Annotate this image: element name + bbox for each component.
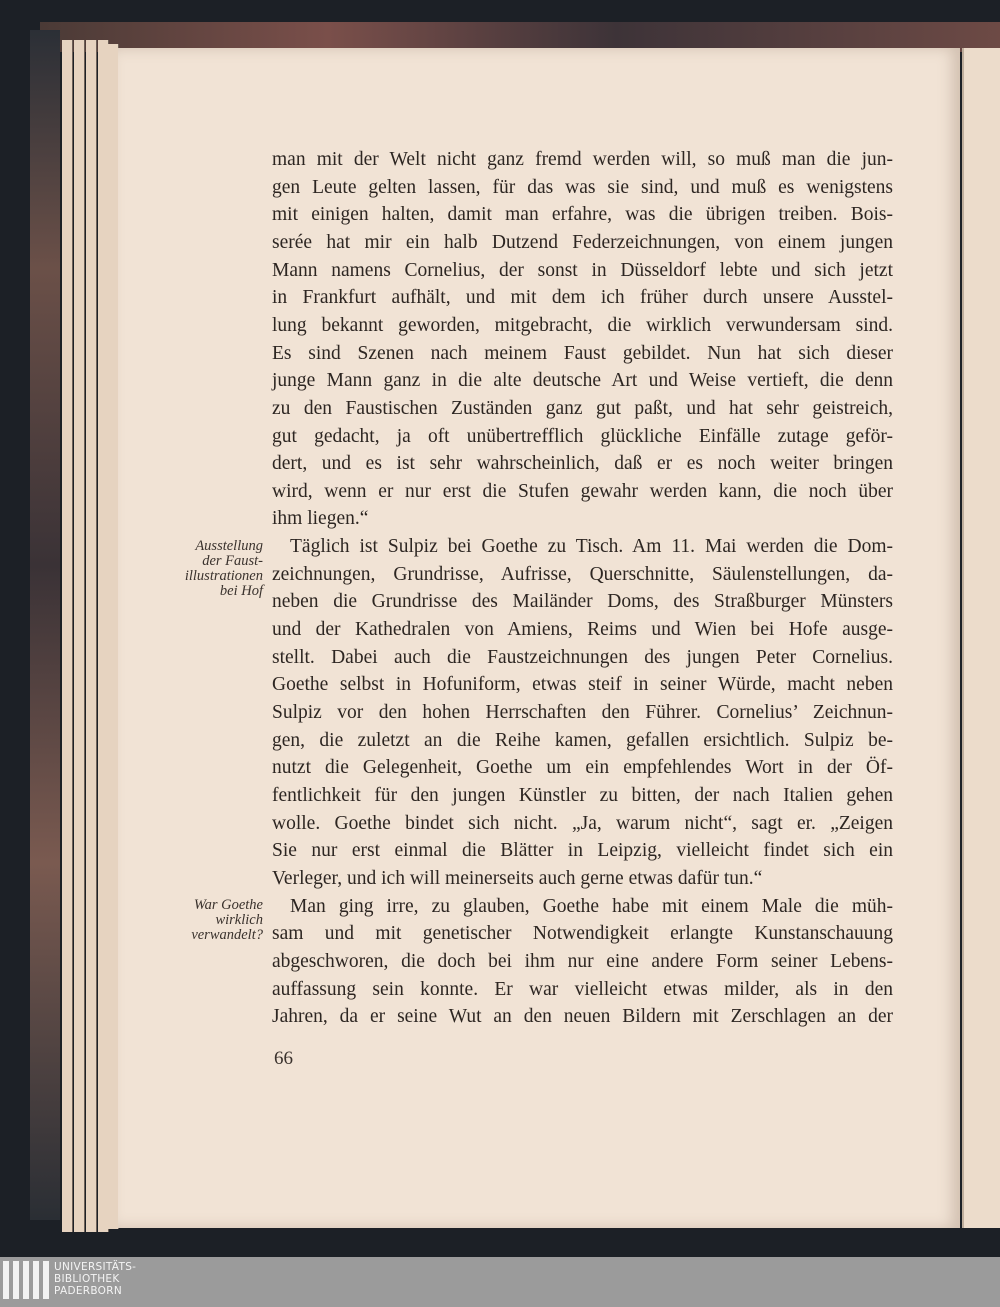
page-edge <box>62 40 73 1232</box>
text-line: Verleger, und ich will meinerseits auch gerne etwas dafür tun.“ <box>272 867 763 889</box>
text-line: Sie nur erst einmal die Blätter in Leipzig, vielleicht findet sich ein <box>272 840 893 862</box>
text-line: Sulpiz vor den hohen Herrschaften den Führer. Cornelius’ Zeichnun- <box>272 702 893 723</box>
marginal-note <box>191 898 263 943</box>
text-line: und der Kathedralen von Amiens, Reims und Wien bei Hofe ausge- <box>272 619 893 641</box>
logo-line: UNIVERSITÄTS- <box>54 1261 137 1273</box>
text-line: mit einigen halten, damit man erfahre, was die übrigen treiben. Bois- <box>272 204 893 226</box>
marginal-note-line: illustrationen <box>184 568 263 584</box>
text-line: serée hat mir ein halb Dutzend Federzeichnungen, von einem jungen <box>272 231 893 253</box>
marginal-note-line: War Goethe <box>193 897 263 913</box>
logo-line: PADERBORN <box>54 1285 122 1297</box>
text-line: Jahren, da er seine Wut an den neuen Bildern mit Zerschlagen an der <box>272 1006 893 1028</box>
library-logo-text <box>54 1261 136 1297</box>
text-line: zu den Faustischen Zuständen ganz gut paßt, und hat sehr geistreich, <box>272 397 893 419</box>
library-logo-icon <box>3 1261 53 1299</box>
page-edge <box>86 40 97 1232</box>
text-line: Täglich ist Sulpiz bei Goethe zu Tisch. Am 11. Mai werden die Dom- <box>290 536 893 558</box>
text-line: wird, wenn er nur erst die Stufen gewahr werden kann, die noch über <box>272 480 893 502</box>
text-line: gut gedacht, ja oft unübertrefflich glückliche Einfälle zutage geför- <box>272 425 893 447</box>
text-line: junge Mann ganz in die alte deutsche Art und Weise vertieft, die denn <box>272 370 893 392</box>
text-line: stellt. Dabei auch die Faustzeichnungen des jungen Peter Cornelius. <box>272 646 893 668</box>
text-line: sam und mit genetischer Notwendigkeit erlangte Kunstanschauung <box>272 923 893 945</box>
marginal-note-line: Ausstellung <box>195 538 263 554</box>
text-line: abgeschworen, die doch bei ihm nur eine andere Form seiner Lebens- <box>272 950 893 972</box>
marginal-note-line: wirklich <box>215 912 263 928</box>
marginal-note-line: verwandelt? <box>191 927 263 943</box>
text-line: zeichnungen, Grundrisse, Aufrisse, Querschnitte, Säulenstellungen, da- <box>272 563 893 585</box>
logo-line: BIBLIOTHEK <box>54 1273 120 1285</box>
page-edge <box>74 40 85 1232</box>
facing-page-edge <box>962 48 1000 1228</box>
text-line: fentlichkeit für den jungen Künstler zu bitten, der nach Italien gehen <box>272 784 893 806</box>
text-line: gen, die zuletzt an die Reihe kamen, gefallen ersichtlich. Sulpiz be- <box>272 729 893 751</box>
marginal-note-line: der Faust- <box>202 553 263 569</box>
text-line: nutzt die Gelegenheit, Goethe um ein empfehlendes Wort in der Öf- <box>272 757 893 779</box>
text-line: man mit der Welt nicht ganz fremd werden will, so muß man die jun- <box>272 149 893 170</box>
library-footer <box>0 1257 1000 1307</box>
text-line: Mann namens Cornelius, der sonst in Düsseldorf lebte und sich jetzt <box>272 259 893 281</box>
text-line: wolle. Goethe bindet sich nicht. „Ja, warum nicht“, sagt er. „Zeigen <box>272 812 893 834</box>
book-cover-spine <box>30 30 60 1220</box>
marginal-note <box>185 539 263 599</box>
marginal-note-line: bei Hof <box>219 583 263 599</box>
text-line: neben die Grundrisse des Mailänder Doms, des Straßburger Münsters <box>272 591 893 613</box>
text-line: gen Leute gelten lassen, für das was sie sind, und muß es wenigstens <box>272 176 893 198</box>
text-line: Goethe selbst in Hofuniform, etwas steif in seiner Würde, macht neben <box>272 674 893 696</box>
text-line: lung bekannt geworden, mitgebracht, die wirklich verwundersam sind. <box>272 314 893 336</box>
page-number: 66 <box>274 1048 293 1069</box>
text-line: dert, und es ist sehr wahrscheinlich, daß er es noch weiter bringen <box>272 453 893 475</box>
text-line: Man ging irre, zu glauben, Goethe habe mit einem Male die müh- <box>290 895 893 917</box>
text-line: Es sind Szenen nach meinem Faust gebildet. Nun hat sich dieser <box>272 342 893 364</box>
text-line: in Frankfurt aufhält, und mit dem ich früher durch unsere Ausstel- <box>272 287 893 309</box>
text-line: auffassung sein konnte. Er war vielleicht etwas milder, als in den <box>272 978 893 1000</box>
text-line: ihm liegen.“ <box>272 508 369 530</box>
